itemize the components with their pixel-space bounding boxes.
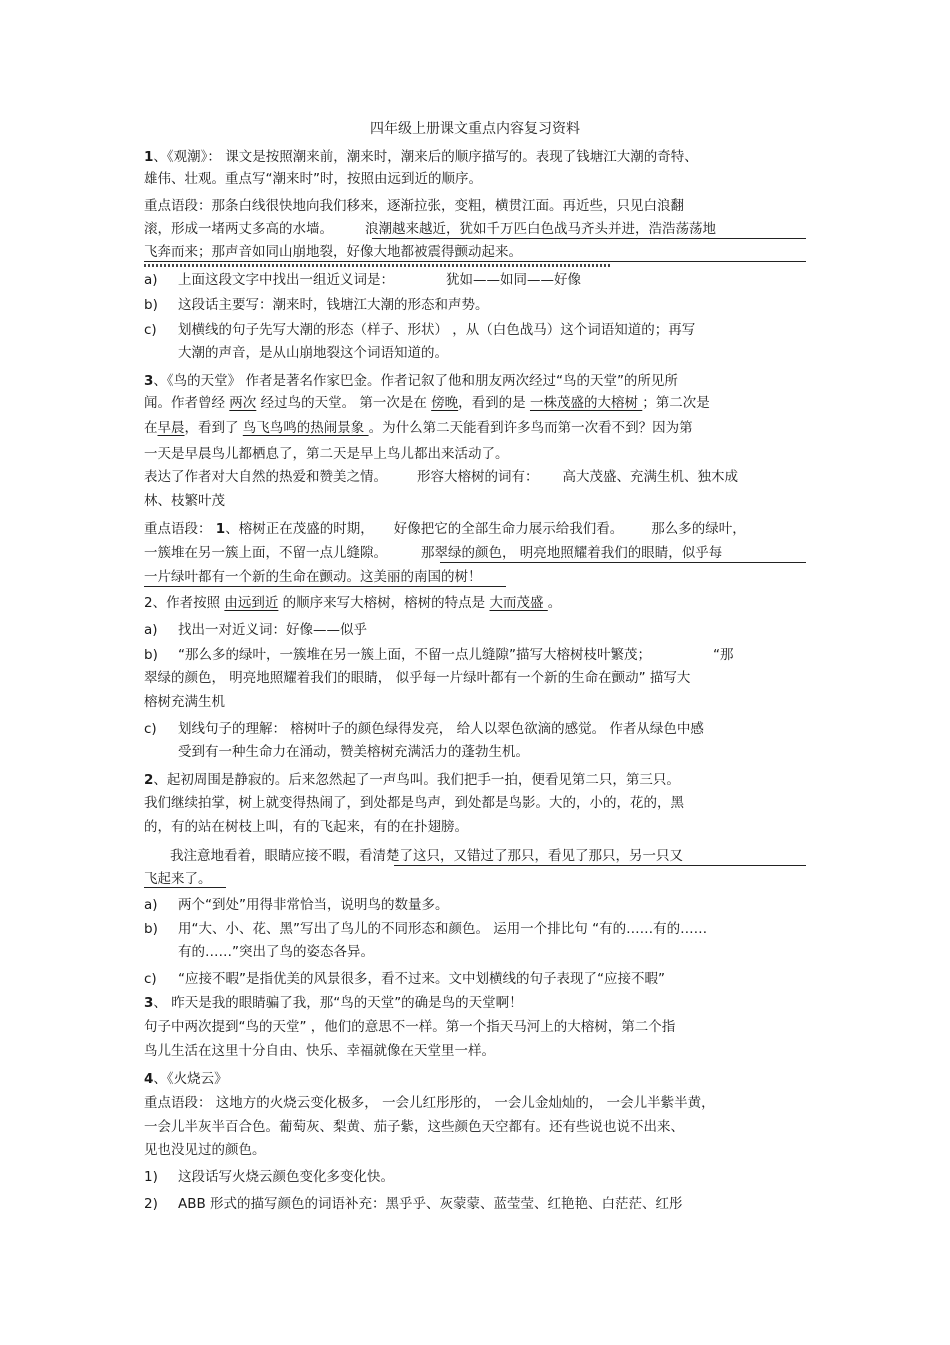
text-line: 重点语段：那条白线很快地向我们移来，逐渐拉张，变粗，横贯江面。再近些，只见白浪翻 — [144, 198, 684, 214]
text-line: 飞起来了。 — [144, 871, 212, 887]
text-line: 雄伟、壮观。重点写“潮来时”时，按照由远到近的顺序。 — [144, 171, 482, 187]
text-line: 滚，形成一堵两丈多高的水墙。 浪潮越来越近，犹如千万匹白色战马齐头并进，浩浩荡荡地 — [144, 221, 716, 237]
text-line: 见也没见过的颜色。 — [144, 1142, 266, 1158]
text-line: 重点语段： 1、榕树正在茂盛的时期， 好像把它的全部生命力展示给我们看。 那么多的绿叶， — [144, 521, 746, 537]
text-line: 3、 昨天是我的眼睛骗了我，那“鸟的天堂”的确是鸟的天堂啊！ — [144, 995, 523, 1011]
list-item: c) 划线句子的理解： 榕树叶子的颜色绿得发亮， 给人以翠色欲滴的感觉。 作者从绿色中感 — [144, 721, 704, 737]
text-line: 大潮的声音，是从山崩地裂这个词语知道的。 — [178, 345, 448, 361]
underline-rule — [440, 562, 806, 563]
text-line: 3、《鸟的天堂》 作者是著名作家巴金。作者记叙了他和朋友两次经过“鸟的天堂”的所见所 — [144, 373, 678, 389]
list-item: a) 两个“到处”用得非常恰当，说明鸟的数量多。 — [144, 897, 449, 913]
list-item: a) 找出一对近义词：好像——似乎 — [144, 622, 367, 638]
text-line: 4、《火烧云》 — [144, 1071, 228, 1087]
text-line: 在早晨，看到了 鸟飞鸟鸣的热闹景象 。为什么第二天能看到许多鸟而第一次看不到？因为第 — [144, 420, 693, 436]
list-item: b) “那么多的绿叶，一簇堆在另一簇上面，不留一点儿缝隙”描写大榕树枝叶繁茂； “那 — [144, 647, 734, 663]
document-title: 四年级上册课文重点内容复习资料 — [370, 121, 580, 137]
text-line: 闻。作者曾经 两次 经过鸟的天堂。 第一次是在 傍晚，看到的是 一株茂盛的大榕树 ；第二次是 — [144, 395, 710, 411]
text-line: 一簇堆在另一簇上面，不留一点儿缝隙。 那翠绿的颜色， 明亮地照耀着我们的眼睛，似乎每 — [144, 545, 723, 561]
text-line: 受到有一种生命力在涌动，赞美榕树充满活力的蓬勃生机。 — [178, 744, 529, 760]
list-item: a) 上面这段文字中找出一组近义词是： 犹如——如同——好像 — [144, 272, 581, 288]
text-line: 鸟儿生活在这里十分自由、快乐、幸福就像在天堂里一样。 — [144, 1043, 495, 1059]
list-item: c) “应接不暇”是指优美的风景很多，看不过来。文中划横线的句子表现了“应接不暇” — [144, 971, 665, 987]
text-line: 的，有的站在树枝上叫，有的飞起来，有的在扑翅膀。 — [144, 819, 468, 835]
list-item: c) 划横线的句子先写大潮的形态（样子、形状） ，从（白色战马）这个词语知道的；再写 — [144, 322, 696, 338]
text-line: 榕树充满生机 — [144, 694, 225, 710]
underline-rule — [394, 865, 806, 866]
list-item: b) 用“大、小、花、黑”写出了鸟儿的不同形态和颜色。 运用一个排比句 “有的……有的…… — [144, 921, 708, 937]
text-line: 一片绿叶都有一个新的生命在颤动。这美丽的南国的树！ — [144, 569, 482, 585]
underline-rule — [144, 887, 226, 888]
text-line: 一天是早晨鸟儿都栖息了，第二天是早上鸟儿都出来活动了。 — [144, 446, 509, 462]
text-line: 2、起初周围是静寂的。后来忽然起了一声鸟叫。我们把手一拍，便看见第二只，第三只。 — [144, 772, 680, 788]
wavy-underline — [144, 264, 612, 267]
text-line: 有的……”突出了鸟的姿态各异。 — [178, 944, 374, 960]
text-line: 句子中两次提到“鸟的天堂” ，他们的意思不一样。第一个指天马河上的大榕树，第二个指 — [144, 1019, 676, 1035]
text-line: 飞奔而来；那声音如同山崩地裂，好像大地都被震得颤动起来。 — [144, 244, 522, 260]
list-item: 1) 这段话写火烧云颜色变化多变化快。 — [144, 1169, 394, 1185]
text-line: 重点语段： 这地方的火烧云变化极多， 一会儿红彤彤的， 一会儿金灿灿的， 一会儿半紫半黄， — [144, 1095, 715, 1111]
text-line: 林、枝繁叶茂 — [144, 493, 225, 509]
underline-rule — [144, 261, 806, 262]
text-line: 2、作者按照 由远到近 的顺序来写大榕树，榕树的特点是 大而茂盛 。 — [144, 595, 562, 611]
list-item: 2) ABB 形式的描写颜色的词语补充：黑乎乎、灰蒙蒙、蓝莹莹、红艳艳、白茫茫、红彤 — [144, 1196, 683, 1212]
underline-rule — [372, 238, 806, 239]
text-line: 1、《观潮》： 课文是按照潮来前，潮来时，潮来后的顺序描写的。表现了钱塘江大潮的奇特、 — [144, 149, 698, 165]
text-line: 表达了作者对大自然的热爱和赞美之情。 形容大榕树的词有： 高大茂盛、充满生机、独木成 — [144, 469, 738, 485]
text-line: 翠绿的颜色， 明亮地照耀着我们的眼睛， 似乎每一片绿叶都有一个新的生命在颤动” 描写大 — [144, 670, 691, 686]
underline-rule — [144, 586, 506, 587]
text-line: 我们继续拍掌，树上就变得热闹了，到处都是鸟声，到处都是鸟影。大的，小的，花的，黑 — [144, 795, 684, 811]
list-item: b) 这段话主要写：潮来时，钱塘江大潮的形态和声势。 — [144, 297, 489, 313]
text-line: 我注意地看着，眼睛应接不暇，看清楚了这只，又错过了那只，看见了那只，另一只又 — [170, 848, 683, 864]
text-line: 一会儿半灰半百合色。葡萄灰、梨黄、茄子紫，这些颜色天空都有。还有些说也说不出来、 — [144, 1119, 684, 1135]
